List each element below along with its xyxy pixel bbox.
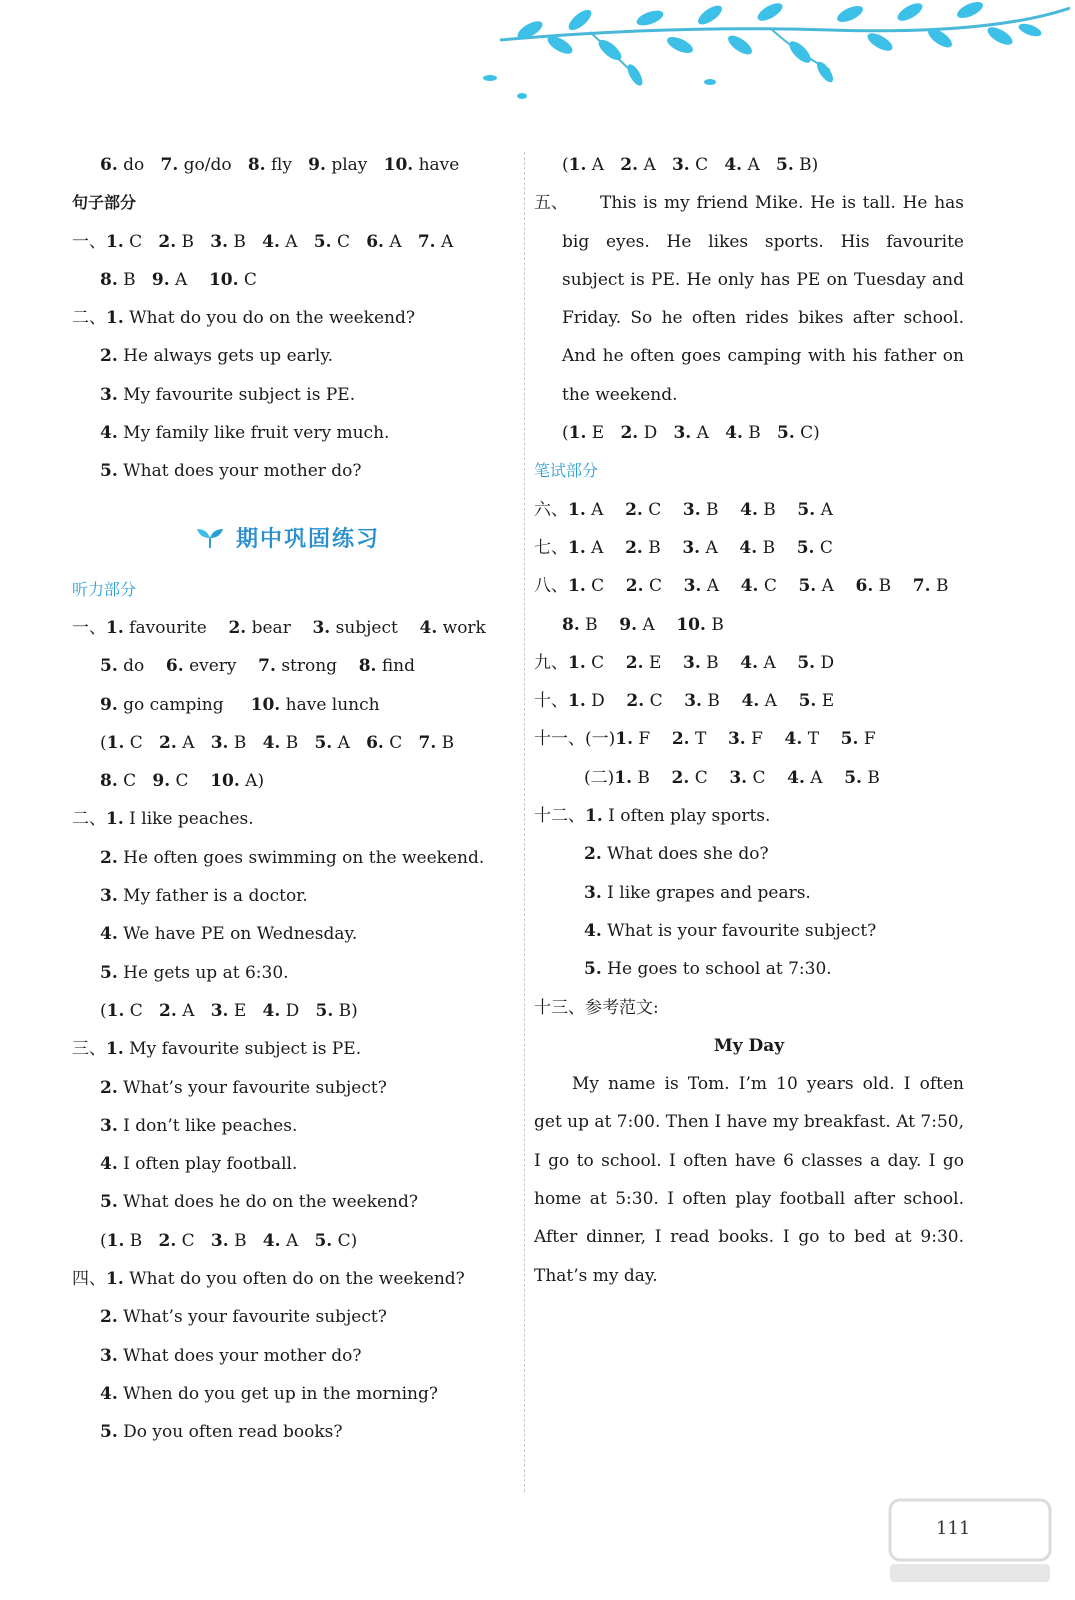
list-item: 5. What does he do on the weekend? <box>100 1192 418 1213</box>
question-12: 十二、1. I often play sports. <box>534 806 771 827</box>
list-item: 3. My favourite subject is PE. <box>100 384 356 405</box>
column-divider <box>524 152 525 1492</box>
written-heading: 笔试部分 <box>534 461 599 481</box>
essay-line: get up at 7:00. Then I have my breakfast. At 7:50, <box>534 1112 964 1133</box>
answer-key: (1. B 2. C 3. B 4. A 5. C) <box>100 1230 358 1251</box>
passage-line: This is my friend Mike. He is tall. He has <box>600 193 964 214</box>
answer-key: (1. A 2. A 3. C 4. A 5. B) <box>562 155 819 175</box>
question-2: 二、1. What do you do on the weekend? <box>72 308 415 329</box>
list-item: 3. I like grapes and pears. <box>584 882 811 903</box>
list-item: 2. What’s your favourite subject? <box>100 1307 387 1328</box>
passage-line: And he often goes camping with his father on <box>562 346 964 367</box>
list-item: 5. Do you often read books? <box>100 1422 343 1443</box>
list-item: 4. I often play football. <box>100 1154 298 1175</box>
list-item: 4. When do you get up in the morning? <box>100 1383 438 1404</box>
list-item: 4. What is your favourite subject? <box>584 920 877 941</box>
passage-line: the weekend. <box>562 384 678 405</box>
question-11: 十一、(一)1. F 2. T 3. F 4. T 5. F <box>534 729 876 750</box>
essay-title: My Day <box>713 1035 785 1056</box>
question-11-part2: (二)1. B 2. C 3. C 4. A 5. B <box>584 767 880 788</box>
list-item: 5. He goes to school at 7:30. <box>584 959 832 980</box>
essay-line: My name is Tom. I’m 10 years old. I often <box>572 1074 964 1095</box>
passage-line: subject is PE. He only has PE on Tuesday and <box>562 269 964 290</box>
list-item: 4. My family like fruit very much. <box>100 423 390 444</box>
question-10: 十、1. D 2. C 3. B 4. A 5. E <box>534 691 835 712</box>
passage-line: big eyes. He likes sports. His favourite <box>562 231 964 252</box>
list-item: 2. What’s your favourite subject? <box>100 1077 387 1098</box>
list-item: 5. What does your mother do? <box>100 461 362 482</box>
sprout-icon <box>194 526 226 550</box>
question-1-cont: 8. B 9. A 10. C <box>100 269 257 290</box>
list-item: 5. He gets up at 6:30. <box>100 962 289 983</box>
question-3: 三、1. My favourite subject is PE. <box>72 1039 362 1060</box>
question-13: 十三、参考范文: <box>534 997 659 1018</box>
list-item: 2. He often goes swimming on the weekend. <box>100 847 485 868</box>
question-8-cont: 8. B 9. A 10. B <box>562 614 724 635</box>
list-item: 3. I don’t like peaches. <box>100 1115 298 1136</box>
question-7: 七、1. A 2. B 3. A 4. B 5. C <box>534 537 833 558</box>
answer-line: 6. do 7. go/do 8. fly 9. play 10. have <box>100 155 460 175</box>
question-8: 八、1. C 2. C 3. A 4. C 5. A 6. B 7. B <box>534 576 949 597</box>
answer-key: (1. C 2. A 3. B 4. B 5. A 6. C 7. B <box>100 732 455 753</box>
list-item: 4. We have PE on Wednesday. <box>100 924 358 945</box>
unit-title: 期中巩固练习 <box>72 509 502 571</box>
question-1-cont: 9. go camping 10. have lunch <box>100 694 380 715</box>
essay-line: After dinner, I read books. I go to bed at 9:30. <box>534 1227 964 1248</box>
question-1: 一、1. favourite 2. bear 3. subject 4. work <box>72 617 486 638</box>
question-1-cont: 5. do 6. every 7. strong 8. find <box>100 656 416 677</box>
question-9: 九、1. C 2. E 3. B 4. A 5. D <box>534 652 835 673</box>
list-item: 3. My father is a doctor. <box>100 886 308 907</box>
question-6: 六、1. A 2. C 3. B 4. B 5. A <box>534 499 833 520</box>
right-column <box>534 146 964 1295</box>
question-1: 一、1. C 2. B 3. B 4. A 5. C 6. A 7. A <box>72 231 454 252</box>
page-number: 111 <box>936 1518 971 1539</box>
list-item: 3. What does your mother do? <box>100 1345 362 1366</box>
question-4: 四、1. What do you often do on the weekend? <box>72 1269 465 1290</box>
listening-heading: 听力部分 <box>72 579 137 599</box>
question-2: 二、1. I like peaches. <box>72 809 254 830</box>
passage-line: Friday. So he often rides bikes after school. <box>562 308 964 329</box>
answer-key: (1. E 2. D 3. A 4. B 5. C) <box>562 423 820 444</box>
leafy-branch-decoration <box>470 0 1070 110</box>
essay-line: I go to school. I often have 6 classes a day. I go <box>534 1150 964 1171</box>
question-5: 五、 This is my friend Mike. He is tall. He has <box>534 184 964 222</box>
list-item: 2. He always gets up early. <box>100 346 334 367</box>
essay-line: That’s my day. <box>534 1265 658 1286</box>
watermark-logo <box>880 1490 1060 1590</box>
sentence-heading: 句子部分 <box>72 193 137 213</box>
answer-key: (1. C 2. A 3. E 4. D 5. B) <box>100 1000 358 1021</box>
left-column <box>72 146 502 1452</box>
answer-key-cont: 8. C 9. C 10. A) <box>100 771 265 792</box>
list-item: 2. What does she do? <box>584 844 769 865</box>
essay-line: home at 5:30. I often play football after school. <box>534 1189 964 1210</box>
